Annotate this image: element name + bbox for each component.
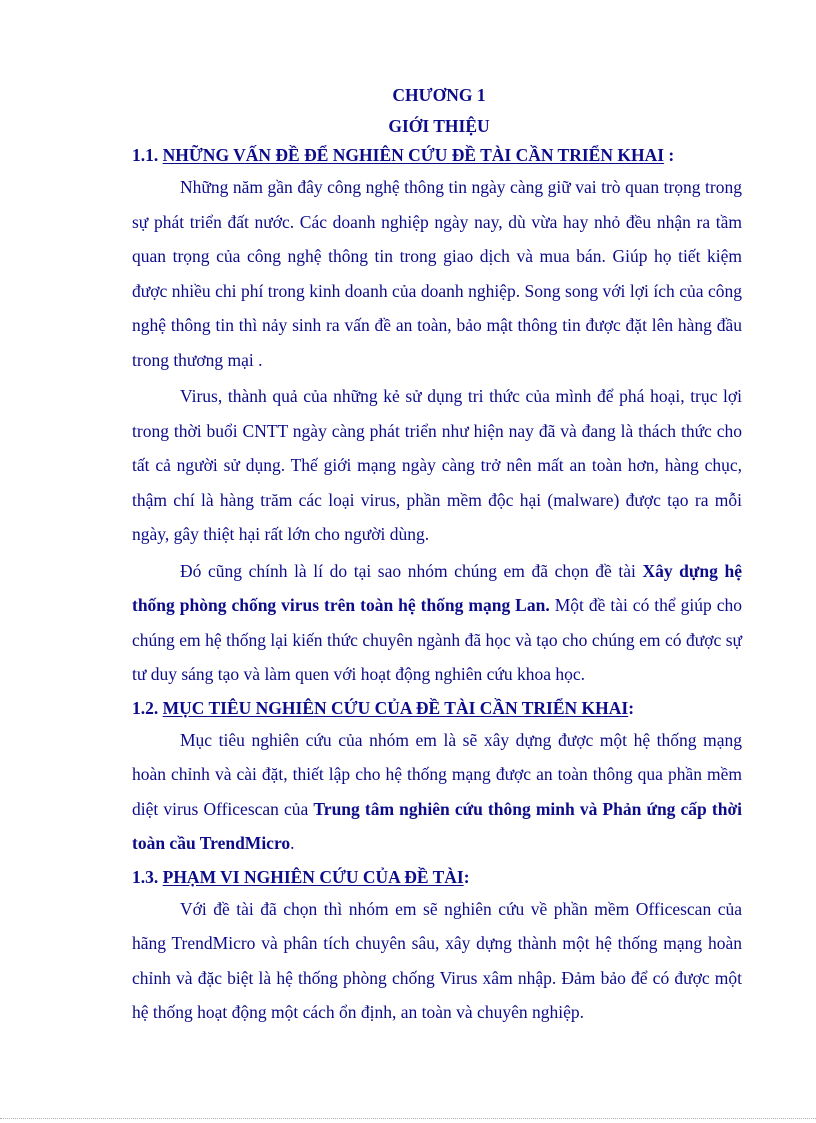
section-suffix: : [463, 866, 470, 887]
section-suffix: : [628, 697, 635, 718]
paragraph-1-2-a [132, 723, 742, 861]
paragraph-text: Đó cũng chính là lí do tại sao nhóm chúng em đã chọn đề tài [180, 560, 643, 581]
section-heading-1-3 [132, 863, 742, 892]
paragraph-1-1-b: Virus, thành quả của những kẻ sử dụng tri thức của mình để phá hoại, trục lợi trong thời buổi CNTT ngày càng phát triển như hiện nay đã và đang là thách thức cho tất cả người sử dụng. Thế giới mạng ngày càng trở nên mất an toàn hơn, hàng chục, thậm chí là hàng trăm các loại virus, phần mềm độc hại (malware) được tạo ra mỗi ngày, gây thiệt hại rất lớn cho người dùng. [132, 386, 742, 544]
document-page [132, 80, 742, 1032]
section-title: NHỮNG VẤN ĐỀ ĐỂ NGHIÊN CỨU ĐỀ TÀI CẦN TRIỂN KHAI [162, 145, 665, 165]
section-suffix: : [664, 145, 675, 165]
paragraph-1-1-a: Những năm gần đây công nghệ thông tin ngày càng giữ vai trò quan trọng trong sự phát triển đất nước. Các doanh nghiệp ngày nay, dù vừa hay nhỏ đều nhận ra tầm quan trọng của công nghệ thông tin trong giao dịch và mua bán. Giúp họ tiết kiệm được nhiều chi phí trong kinh doanh của doanh nghiệp. Song song với lợi ích của công nghệ thông tin thì nảy sinh ra vấn đề an toàn, bảo mật thông tin được đặt lên hàng đầu trong thương mại . [132, 177, 742, 370]
section-heading-1-2 [132, 694, 742, 723]
section-title: PHẠM VI NGHIÊN CỨU CỦA ĐỀ TÀI [162, 866, 464, 887]
paragraph-1-1-c [132, 554, 742, 692]
paragraph-text: Mục tiêu nghiên cứu của nhóm em là sẽ xây dựng được một hệ thống mạng hoàn chỉnh và cài đặt, thiết lập cho hệ thống mạng được an toàn thông qua phần mềm diệt virus Officescan của [132, 729, 742, 819]
page-bottom-divider [0, 1118, 816, 1119]
paragraph-1-3-a: Với đề tài đã chọn thì nhóm em sẽ nghiên cứu về phần mềm Officescan của hãng TrendMicro và phân tích chuyên sâu, xây dựng thành một hệ thống mạng hoàn chỉnh và đặc biệt là hệ thống phòng chống Virus xâm nhập. Đảm bảo để có được một hệ thống hoạt động một cách ổn định, an toàn và chuyên nghiệp. [132, 898, 742, 1022]
paragraph-text: Một đề tài có thể giúp cho chúng em hệ thống lại kiến thức chuyên ngành đã học và tạo cho chúng em có được sự tư duy sáng tạo và làm quen với hoạt động nghiên cứu khoa học. [132, 595, 742, 684]
section-heading-1-1 [132, 141, 742, 170]
topic-title-bold: Xây dựng hệ thống phòng chống virus trên toàn hệ thống mạng Lan. [132, 560, 742, 615]
section-number: 1.3. [132, 866, 159, 887]
chapter-number: CHƯƠNG 1 [392, 85, 486, 105]
chapter-title: GIỚI THIỆU [388, 116, 490, 136]
section-number: 1.2. [132, 697, 159, 718]
paragraph-text: . [290, 833, 295, 853]
organization-name-bold: Trung tâm nghiên cứu thông minh và Phản ứng cấp thời toàn cầu TrendMicro [132, 798, 743, 853]
section-title: MỤC TIÊU NGHIÊN CỨU CỦA ĐỀ TÀI CẦN TRIỂN KHAI [162, 697, 629, 718]
section-number: 1.1. [132, 145, 159, 165]
